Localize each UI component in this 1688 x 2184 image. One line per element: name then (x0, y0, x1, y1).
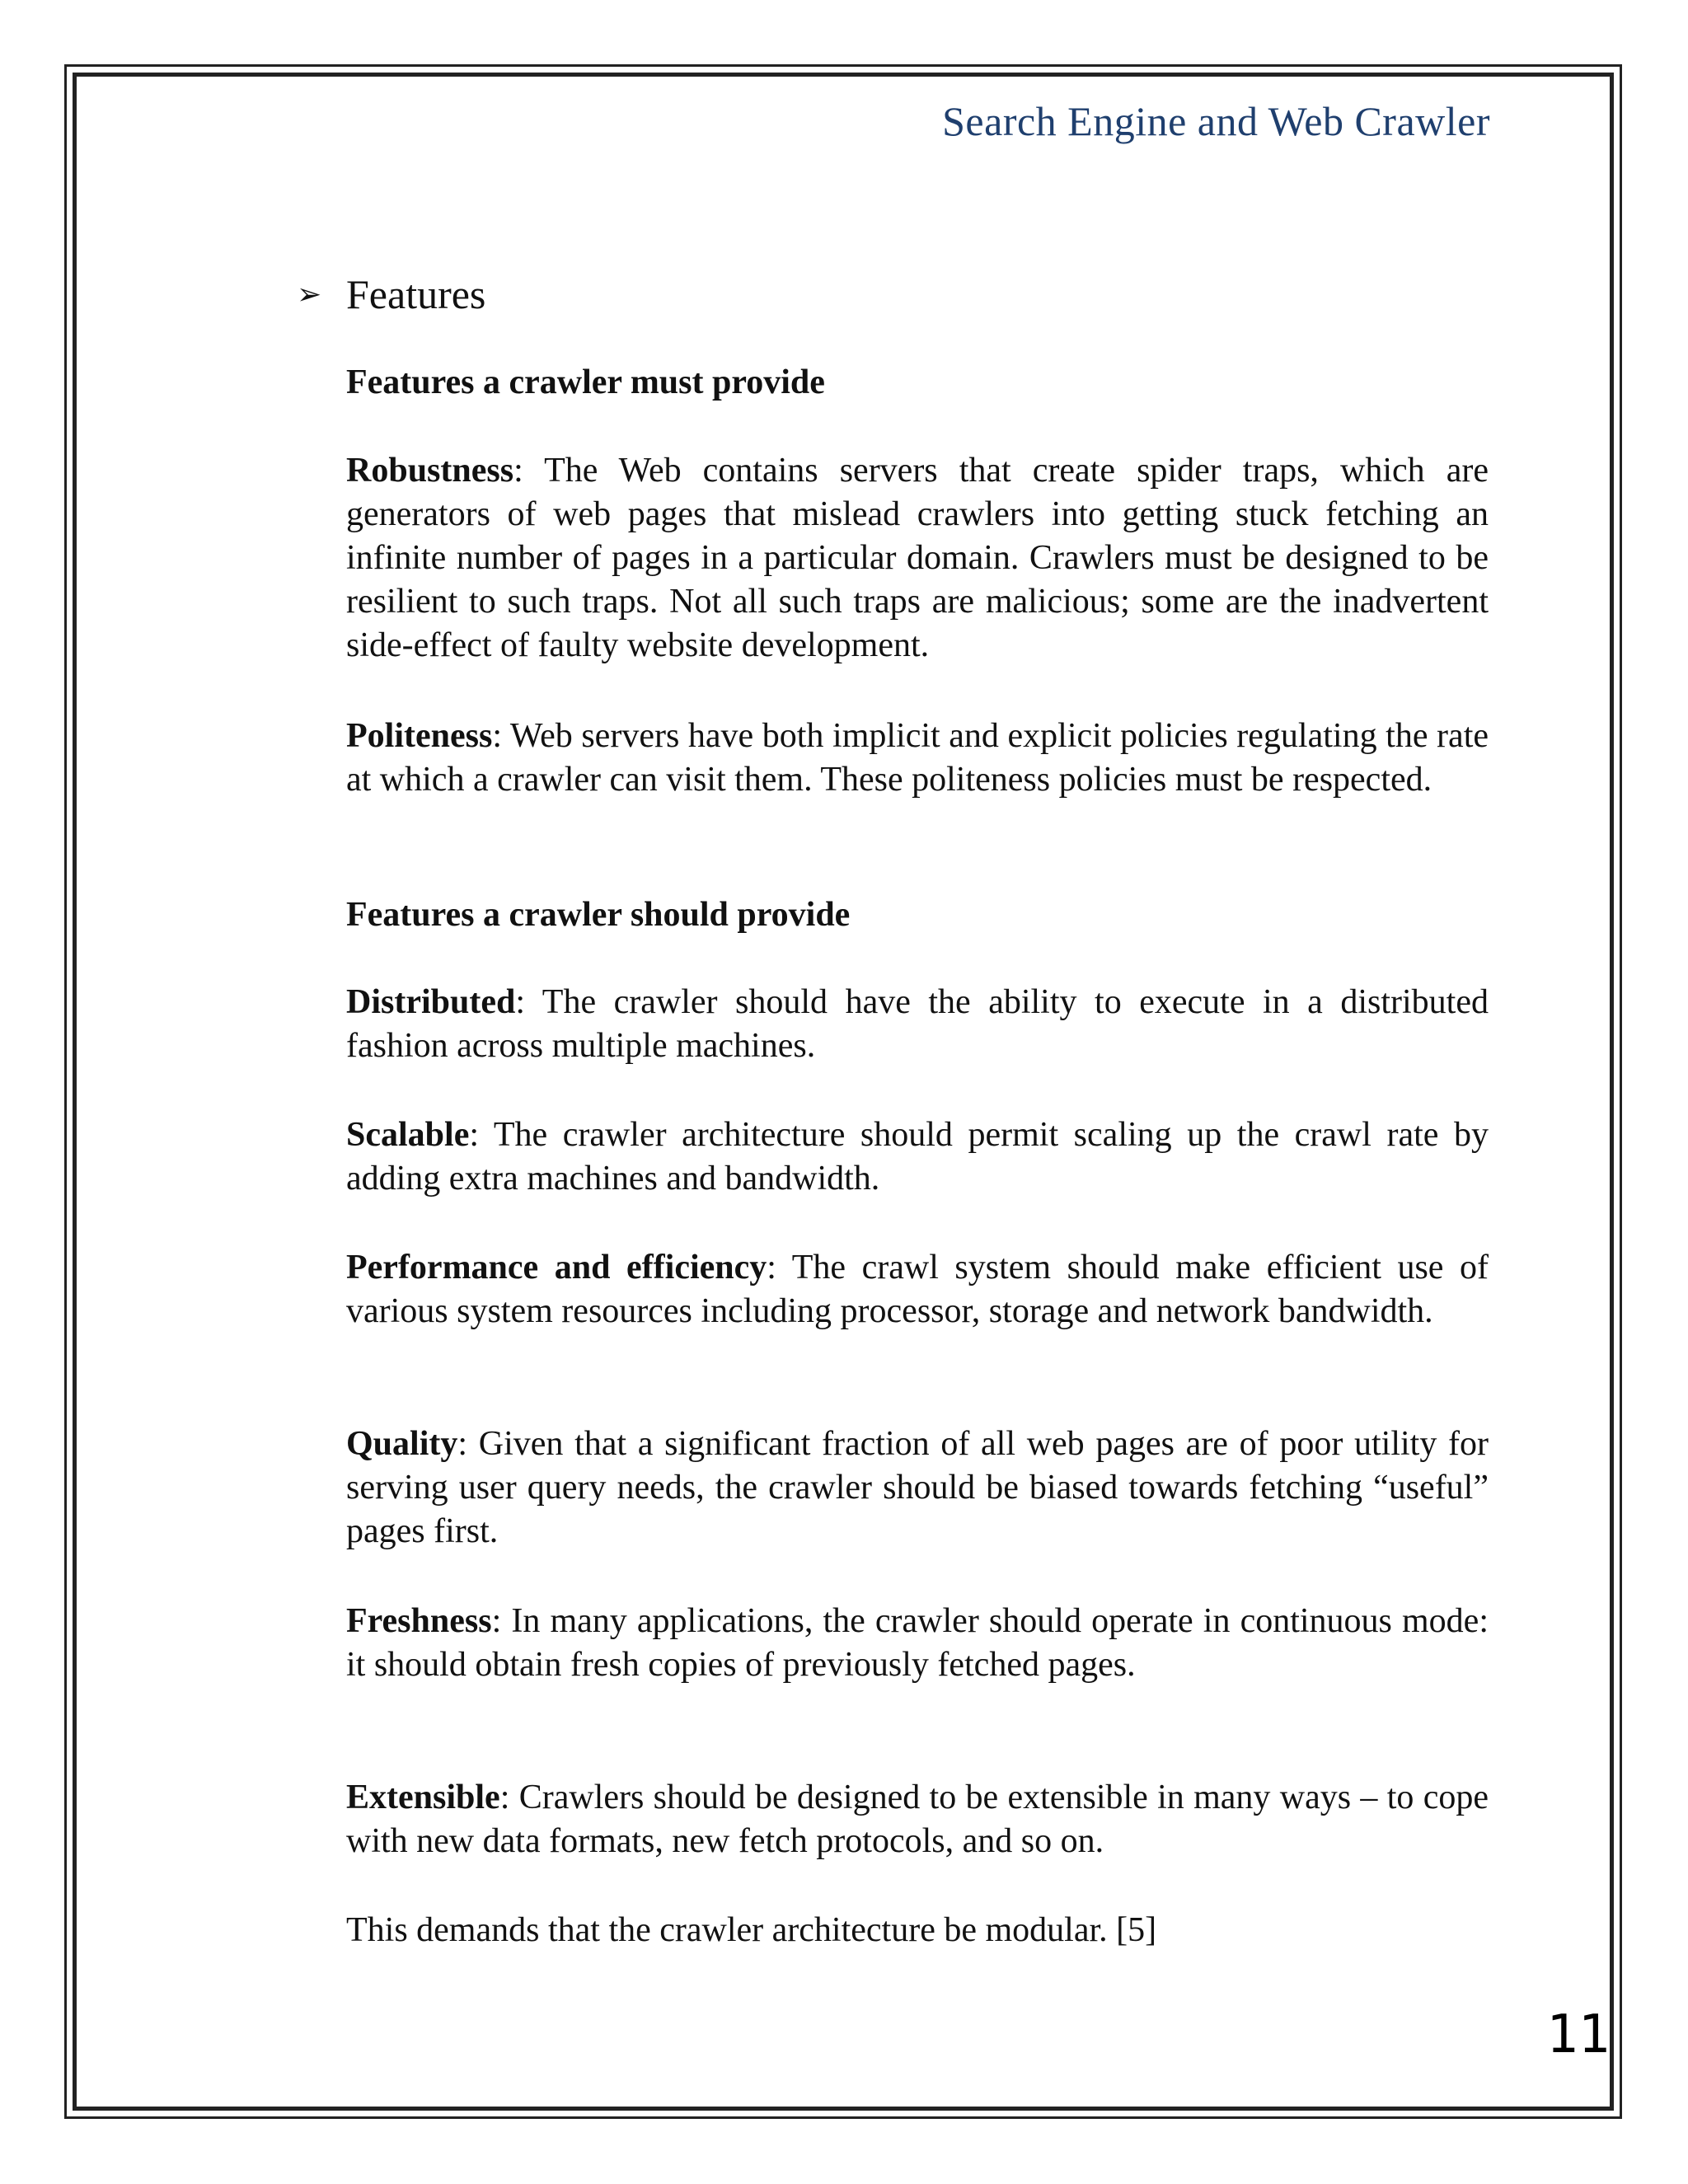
feature-description: Crawlers should be designed to be extensible in many ways – to cope with new data formats, new fetch protocols, and so on. (346, 1779, 1489, 1860)
feature-term: Robustness (346, 452, 514, 490)
section-heading (297, 270, 485, 318)
feature-description: Web servers have both implicit and explicit policies regulating the rate at which a crawler can visit them. These politeness policies must be respected. (346, 717, 1489, 799)
feature-term: Politeness (346, 717, 493, 755)
feature-term: Distributed (346, 983, 516, 1021)
feature-term: Quality (346, 1425, 458, 1463)
feature-term: Extensible (346, 1779, 500, 1816)
feature-distributed: Distributed: The crawler should have the ability to execute in a distributed fashion across multiple machines. (346, 983, 1489, 1065)
feature-performance: Performance and efficiency: The crawl system should make efficient use of various system resources including processor, storage and network bandwidth. (346, 1249, 1489, 1330)
feature-description: Given that a significant fraction of all web pages are of poor utility for serving user query needs, the crawler should be biased towards fetching “useful” pages first. (346, 1425, 1489, 1550)
page-number: 11 (1546, 2004, 1611, 2065)
must-provide-heading: Features a crawler must provide (346, 363, 825, 401)
feature-description: The crawl system should make efficient use of various system resources including processor, storage and network bandwidth. (346, 1249, 1489, 1330)
feature-freshness: Freshness: In many applications, the crawler should operate in continuous mode: it should obtain fresh copies of previously fetched pages. (346, 1602, 1489, 1684)
feature-scalable: Scalable: The crawler architecture should permit scaling up the crawl rate by adding extra machines and bandwidth. (346, 1116, 1489, 1197)
feature-description: The Web contains servers that create spider traps, which are generators of web pages that mislead crawlers into getting stuck fetching an infinite number of pages in a particular domain. Crawlers must be designed to be resilient to such traps. Not all such traps are malicious; some are the inadvertent side-effect of faulty website development. (346, 452, 1489, 664)
closing-sentence: This demands that the crawler architecture be modular. [5] (346, 1911, 1157, 1949)
feature-robustness: Robustness: The Web contains servers that create spider traps, which are generators of web pages that mislead crawlers into getting stuck fetching an infinite number of pages in a particular domain. Crawlers must be designed to be resilient to such traps. Not all such traps are malicious; some are the inadvertent side-effect of faulty website development. (346, 452, 1489, 664)
feature-extensible: Extensible: Crawlers should be designed to be extensible in many ways – to cope with new data formats, new fetch protocols, and so on. (346, 1779, 1489, 1860)
feature-quality: Quality: Given that a significant fraction of all web pages are of poor utility for serving user query needs, the crawler should be biased towards fetching “useful” pages first. (346, 1425, 1489, 1550)
feature-term: Freshness (346, 1602, 492, 1640)
should-provide-heading: Features a crawler should provide (346, 896, 851, 934)
running-header: Search Engine and Web Crawler (942, 98, 1490, 144)
arrow-bullet-icon: ➢ (297, 278, 322, 311)
feature-term: Performance and efficiency (346, 1249, 767, 1286)
feature-description: The crawler should have the ability to execute in a distributed fashion across multiple machines. (346, 983, 1489, 1065)
feature-politeness: Politeness: Web servers have both implicit and explicit policies regulating the rate at which a crawler can visit them. These politeness policies must be respected. (346, 717, 1489, 799)
feature-term: Scalable (346, 1116, 470, 1154)
feature-description: In many applications, the crawler should operate in continuous mode: it should obtain fresh copies of previously fetched pages. (346, 1602, 1489, 1684)
section-heading-text: Features (346, 271, 486, 317)
feature-description: The crawler architecture should permit scaling up the crawl rate by adding extra machines and bandwidth. (346, 1116, 1489, 1197)
